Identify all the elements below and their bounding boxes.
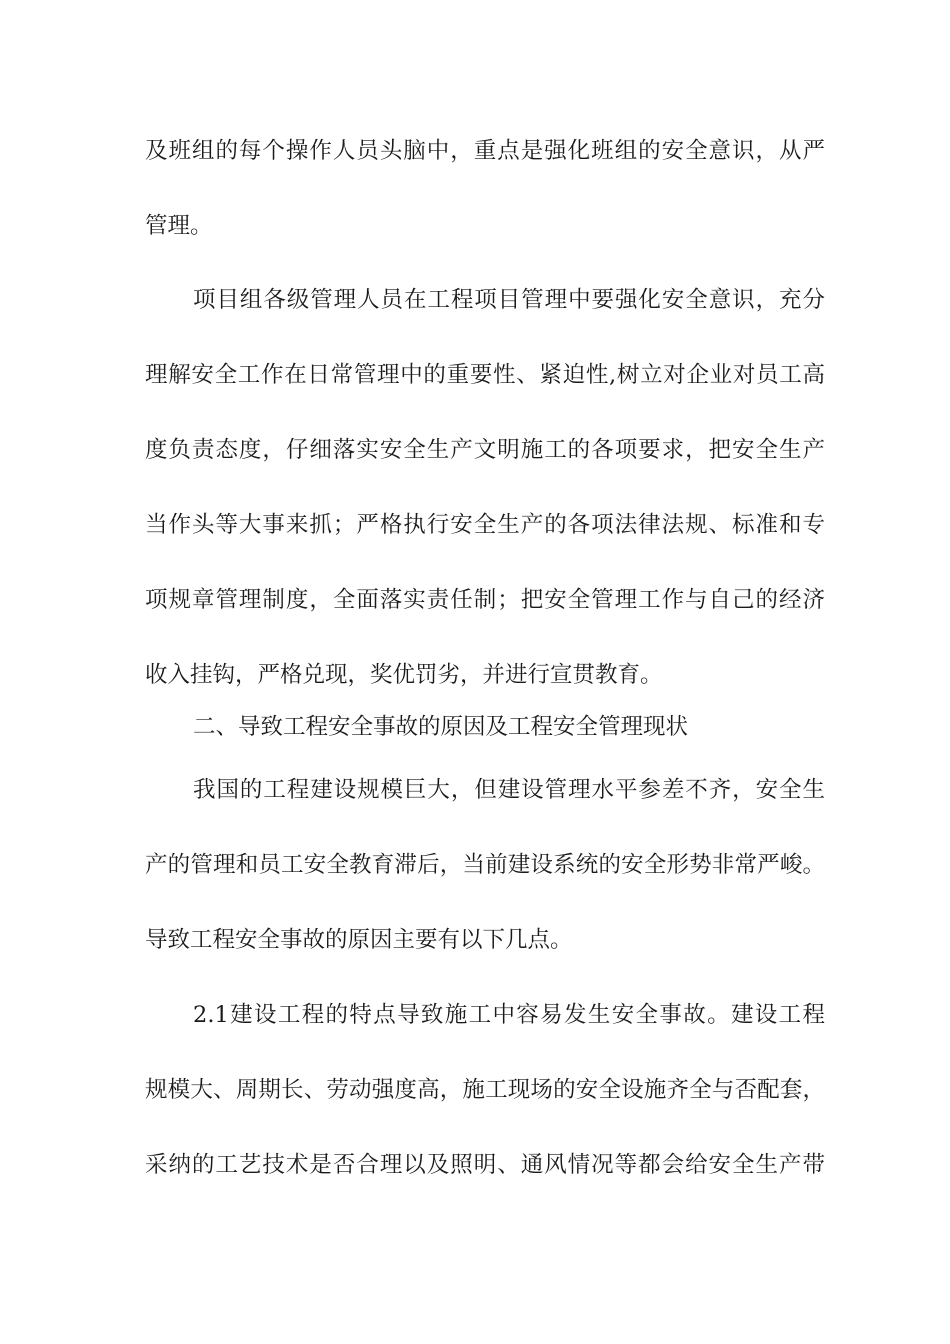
text-line: 当作头等大事来抓；严格执行安全生产的各项法律法规、标准和专 [145,512,825,538]
text-line: 项规章管理制度，全面落实责任制；把安全管理工作与自己的经济 [145,587,825,613]
text-line: 我国的工程建设规模巨大，但建设管理水平参差不齐，安全生 [193,777,825,803]
text-line: 2.1建设工程的特点导致施工中容易发生安全事故。建设工程 [193,1002,825,1028]
text-line: 产的管理和员工安全教育滞后，当前建设系统的安全形势非常严峻。 [145,852,825,878]
text-line: 度负责态度，仔细落实安全生产文明施工的各项要求，把安全生产 [145,437,825,463]
text-line: 收入挂钩，严格兑现，奖优罚劣，并进行宣贯教育。 [145,662,663,688]
text-line: 采纳的工艺技术是否合理以及照明、通风情况等都会给安全生产带 [145,1152,825,1178]
text-line: 项目组各级管理人员在工程项目管理中要强化安全意识，充分 [193,287,825,313]
text-line: 规模大、周期长、劳动强度高，施工现场的安全设施齐全与否配套， [145,1077,825,1103]
text-line: 及班组的每个操作人员头脑中，重点是强化班组的安全意识，从严 [145,138,825,164]
text-line: 理解安全工作在日常管理中的重要性、紧迫性,树立对企业对员工高 [145,362,825,388]
text-line: 管理。 [145,213,213,239]
section-heading: 二、导致工程安全事故的原因及工程安全管理现状 [193,714,689,740]
text-line: 导致工程安全事故的原因主要有以下几点。 [145,927,573,953]
